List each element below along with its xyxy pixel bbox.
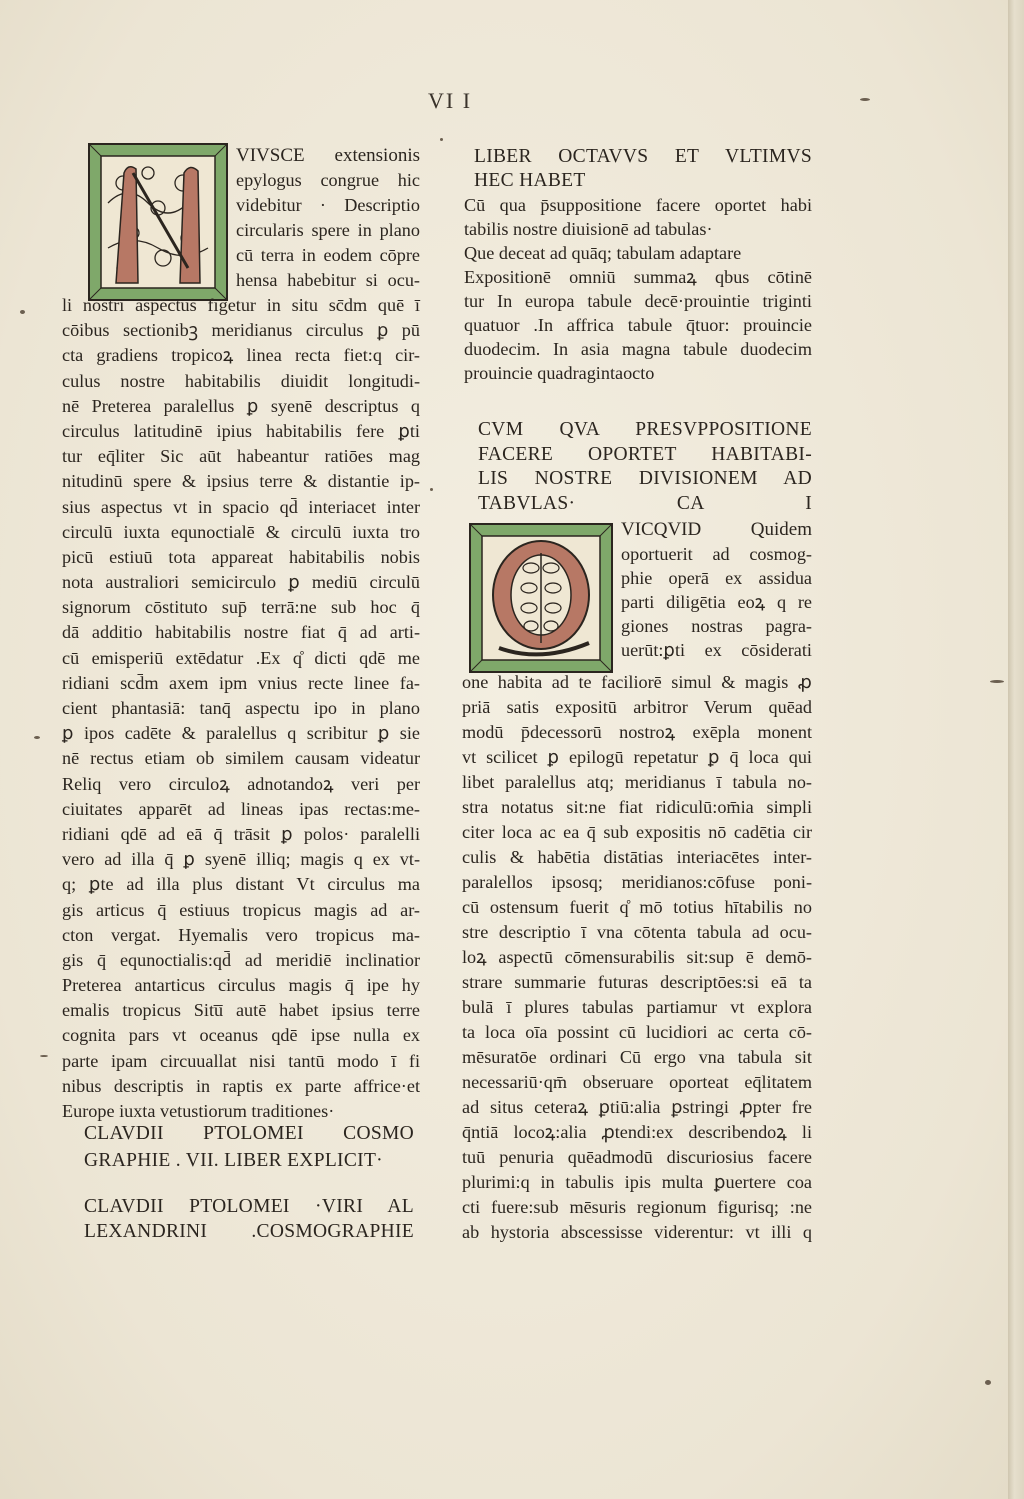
text-line: circulus latitudinē ipius habitabilis fere ꝑti <box>62 420 420 441</box>
title-line: HEC HABET <box>474 170 586 191</box>
text-line: citer loca ac ea q̄ sub expositis nō cadētia cir <box>462 822 812 842</box>
right-column-beside-initial <box>621 518 812 662</box>
book-seven-explicit <box>84 1120 414 1174</box>
text-line: cōibus sectionibꝫ meridianus circulus ꝑ pū <box>62 320 420 341</box>
text-line: necessariū·qm̄ obseruare oporteat eq̄litatem <box>462 1072 812 1092</box>
text-line: culis & habētia distātias interiacētes inter- <box>462 847 812 867</box>
text-line: cognita pars vt oceanus qdē ipse nulla ex <box>62 1025 420 1046</box>
text-line: gis q̄ equnoctialis:qd̄ ad meridiē inclinatior <box>62 949 420 970</box>
text-line: picū estiuū tota appareat habitabilis nobis <box>62 546 420 567</box>
text-line: VIVSCE extensionis <box>236 145 420 166</box>
paper-speck <box>440 138 443 141</box>
text-line: ab hystoria abscessisse viderentur: vt illi q <box>462 1222 812 1242</box>
text-line: cū ostensum fuerit q̊ mō totius hītabilis no <box>462 897 812 917</box>
text-line: uerūt:ꝑti ex cōsiderati <box>621 640 812 660</box>
text-line: ad situs ceteraꝝ ꝑtiū:alia ꝑstringi ꝓpter fre <box>462 1097 812 1117</box>
text-line: ridiani qdē ad eā q̄ trāsit ꝑ polos· paralelli <box>62 823 420 844</box>
contents-line: Cū qua p̄suppositione facere oportet habi <box>464 195 812 215</box>
incipit-line: LEXANDRINI .COSMOGRAPHIE <box>84 1221 414 1242</box>
text-line: giones nostras pagra- <box>621 616 812 636</box>
text-line: nē rectus etiam ob similem causam videatur <box>62 748 420 769</box>
book-eight-title <box>474 145 812 193</box>
text-line: dā additio habitabilis nostre fiat q̄ ad arti- <box>62 622 420 643</box>
text-line: nota australiori semicirculo ꝑ mediū circulū <box>62 572 420 593</box>
paper-speck <box>40 1055 48 1057</box>
paper-speck <box>430 488 433 491</box>
contents-line: duodecim. In asia magna tabule duodecim <box>464 339 812 359</box>
book-eight-incipit <box>84 1194 414 1244</box>
text-line: vero ad illa q̄ ꝑ syenē illiq; magis q ex vt- <box>62 849 420 870</box>
text-line: Preterea antarticus circulus magis q̄ ipe hy <box>62 975 420 996</box>
explicit-line: CLAVDII PTOLOMEI COSMO <box>84 1123 414 1144</box>
text-line: strare summarie futuras descriptōes:si eā ta <box>462 972 812 992</box>
heading-line: CVM QVA PRESVPPOSITIONE <box>478 419 812 440</box>
text-line: stra notatus sit:ne fiat ridiculū:om̄ia simpli <box>462 797 812 817</box>
text-line: tur eq̄liter Sic aūt habeantur ratiōes mag <box>62 446 420 467</box>
paper-speck <box>20 310 25 314</box>
text-line: vt scilicet ꝑ epilogū repetatur ꝑ q̄ loca qui <box>462 747 812 767</box>
text-line: libet paralellus atq; meridianus ī tabula no- <box>462 772 812 792</box>
text-line: nē Preterea paralellus ꝑ syenē descriptus q <box>62 395 420 416</box>
illuminated-initial-h <box>88 143 228 301</box>
text-line: priā satis expositū arbitror Verum quēad <box>462 697 812 717</box>
text-line: mēsuratōe ordinari Cū ergo vna tabula sit <box>462 1047 812 1067</box>
paper-speck <box>860 98 870 101</box>
text-line: ciuitates apparēt ad lineas ipas rectas:me- <box>62 798 420 819</box>
left-column-beside-initial <box>236 143 420 293</box>
text-line: Europe iuxta vetustiorum traditiones· <box>62 1101 335 1121</box>
text-line: videbitur · Descriptio <box>236 195 420 215</box>
text-line: ridiani scd̄m axem ipm vnius recte linee fa- <box>62 672 420 693</box>
text-line: cti fuere:sub mēsuris regionum figurisq; :ne <box>462 1197 812 1217</box>
paper-speck <box>990 680 1004 683</box>
contents-line: Expositionē omniū summaꝝ qbus cōtinē <box>464 267 812 287</box>
title-line: LIBER OCTAVVS ET VLTIMVS <box>474 146 812 167</box>
paper-speck <box>985 1380 991 1385</box>
text-line: stre descriptio ī vna cōtenta tabula ad ocu- <box>462 922 812 942</box>
contents-line: tabilis nostre diuisionē ad tabulas· <box>464 219 713 239</box>
left-column-body <box>62 293 420 1124</box>
text-line: hensa habebitur si ocu- <box>236 270 420 290</box>
text-line: epylogus congrue hic <box>236 170 420 190</box>
text-line: li nostri aspectus figetur in situ sc̄dm quē ī <box>62 295 420 315</box>
paper-speck <box>34 736 40 739</box>
chapter-one-heading <box>478 418 812 516</box>
text-line: loꝝ aspectū cōmensurabilis sit:sup ē demō- <box>462 947 812 967</box>
page-edge <box>1008 0 1024 1499</box>
contents-line: quatuor .In affrica tabule q̄tuor: prouincie <box>464 315 812 335</box>
text-line: cton vergat. Hyemalis vero tropicus ma- <box>62 924 420 945</box>
text-line: parti diligētia eoꝝ q re <box>621 592 812 612</box>
right-column-body <box>462 670 812 1245</box>
contents-line: Que deceat ad quāq; tabulam adaptare <box>464 243 742 263</box>
text-line: ꝑ ipos cadēte & paralellus q scribitur ꝑ sie <box>62 723 420 744</box>
explicit-line: GRAPHIE . VII. LIBER EXPLICIT· <box>84 1150 383 1171</box>
heading-line: TABVLAS· CA I <box>478 492 812 514</box>
text-line: ta loca oīa possint cū lucidiori ac certa cō- <box>462 1022 812 1042</box>
text-line: gis articus q̄ estiuus tropicus magis ad ar- <box>62 899 420 920</box>
text-line: cta gradiens tropicoꝝ linea recta fiet:q cir- <box>62 345 420 366</box>
text-line: sius aspectus vt in spacio qd̄ interiacet inter <box>62 496 420 517</box>
text-line: plurimi:q in tabulis ipis multa ꝑuertere coa <box>462 1172 812 1192</box>
text-line: cient phantasiā: tanq̄ aspectu ipo in plano <box>62 698 420 718</box>
contents-line: tur In europa tabule decē·prouintie triginti <box>464 291 812 311</box>
text-line: one habita ad te faciliorē simul & magis ꝓ <box>462 672 812 692</box>
text-line: parte ipam circuuallat nisi tantū modo ī fi <box>62 1050 420 1071</box>
text-line: emalis tropicus Situ̅ autē habet ipsius terre <box>62 1000 420 1021</box>
heading-line: FACERE OPORTET HABITABI- <box>478 443 812 465</box>
incipit-line: CLAVDII PTOLOMEI ·VIRI AL <box>84 1196 414 1217</box>
text-line: q̄ntiā locoꝝ:alia ꝓtendi:ex describendoꝝ li <box>462 1122 812 1142</box>
text-line: cū emisperiū extēdatur .Ex q̊ dicti qdē me <box>62 647 420 668</box>
text-line: Reliq vero circuloꝝ adnotandoꝝ veri per <box>62 773 420 794</box>
text-line: modū p̄decessorū nostroꝝ exēpla monent <box>462 722 812 742</box>
text-line: signorum cōstituto sup̄ terrā:ne sub hoc q̄ <box>62 597 420 618</box>
illuminated-initial-q <box>469 523 613 673</box>
text-line: circularis spere in plano <box>236 220 420 240</box>
text-line: nibus descriptis in raptis ex parte affrice·et <box>62 1075 420 1096</box>
text-line: paralellos ipsosq; meridianos:cōfuse poni- <box>462 872 812 892</box>
book-eight-contents <box>464 193 812 385</box>
heading-line: LIS NOSTRE DIVISIONEM AD <box>478 468 812 489</box>
text-line: bulā ī plures tabulas partiamur vt explora <box>462 997 812 1017</box>
text-line: culus nostre habitabilis diuidit longitudi- <box>62 370 420 391</box>
text-line: tuū penuria quēadmodū discuriosius facere <box>462 1147 812 1167</box>
folio-number: VI I <box>428 88 473 113</box>
contents-line: prouincie quadragintaocto <box>464 363 655 383</box>
text-line: cū terra in eodem cōpre <box>236 245 420 265</box>
text-line: oportuerit ad cosmog- <box>621 544 812 564</box>
text-line: q; ꝑte ad illa plus distant Vt circulus ma <box>62 874 420 895</box>
text-line: phie operā ex assidua <box>621 568 812 588</box>
text-line: nitudinū spere & ipsius terre & distantie ip- <box>62 471 420 492</box>
text-line: VICQVID Quidem <box>621 519 812 540</box>
text-line: circulū iuxta equnoctialē & circulū iuxta tro <box>62 521 420 542</box>
